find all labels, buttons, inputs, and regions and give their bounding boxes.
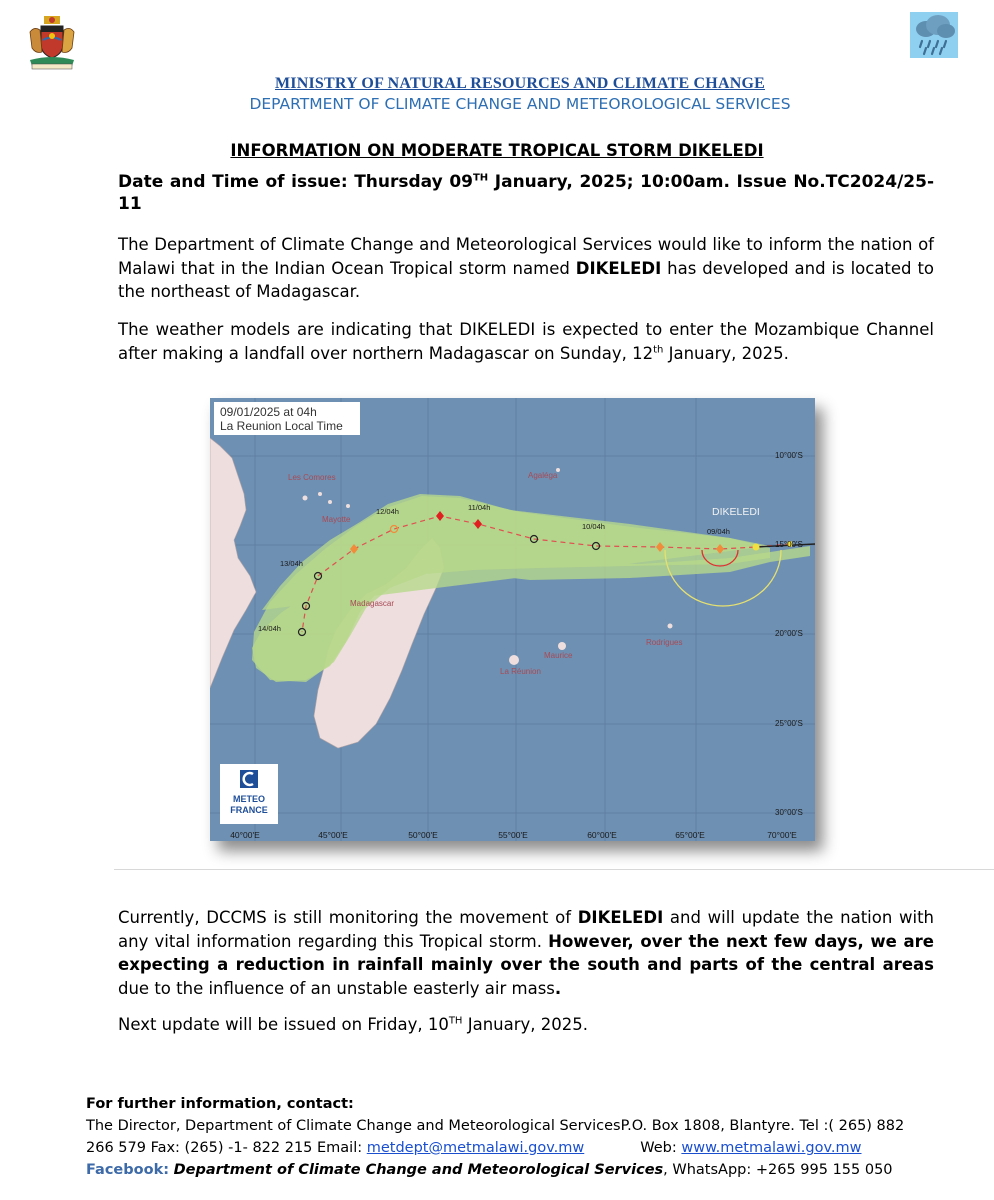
svg-text:10/04h: 10/04h: [582, 522, 605, 531]
contact-line-2: 266 579 Fax: (265) -1- 822 215 Email: metdept@metmalawi.gov.mw Web: www.metmalawi.gov.mw: [86, 1140, 862, 1156]
svg-text:15°00'S: 15°00'S: [775, 540, 803, 549]
svg-text:13/04h: 13/04h: [280, 559, 303, 568]
storm-name-label: DIKELEDI: [712, 506, 760, 518]
svg-text:70°00'E: 70°00'E: [767, 830, 797, 840]
svg-text:Les Comores: Les Comores: [288, 473, 336, 482]
svg-text:METEO: METEO: [232, 794, 266, 804]
svg-text:Madagascar: Madagascar: [350, 599, 395, 608]
svg-text:60°00'E: 60°00'E: [587, 830, 617, 840]
svg-text:12/04h: 12/04h: [376, 507, 399, 516]
paragraph-storm-development: The Department of Climate Change and Meteorological Services would like to inform the nation of Malawi that in the Indian Ocean Tropical storm named DIKELEDI has developed and is located to the northeast of Madagascar.: [118, 235, 935, 301]
storm-track-map: [210, 398, 815, 841]
svg-text:30°00'S: 30°00'S: [775, 808, 803, 817]
svg-text:10°00'S: 10°00'S: [775, 451, 803, 460]
rain-cloud-icon: [910, 12, 958, 58]
facebook-page-name: Department of Climate Change and Meteorological Services: [173, 1162, 664, 1178]
contact-heading: For further information, contact:: [86, 1096, 354, 1112]
map-timezone: La Reunion Local Time: [220, 419, 343, 433]
svg-text:25°00'S: 25°00'S: [775, 719, 803, 728]
ministry-heading: MINISTRY OF NATURAL RESOURCES AND CLIMATE CHANGE: [275, 75, 765, 92]
contact-line-3: Facebook: Department of Climate Change and Meteorological Services, WhatsApp: +265 995 155 050: [86, 1162, 893, 1178]
contact-line-1: The Director, Department of Climate Change and Meteorological ServicesP.O. Box 1808, Blantyre. Tel :( 265) 882: [86, 1118, 905, 1134]
svg-text:Maurice: Maurice: [544, 651, 573, 660]
svg-text:La Réunion: La Réunion: [500, 667, 541, 676]
department-heading: DEPARTMENT OF CLIMATE CHANGE AND METEOROLOGICAL SERVICES: [249, 95, 791, 113]
website-link[interactable]: www.metmalawi.gov.mw: [681, 1140, 862, 1156]
document-title: INFORMATION ON MODERATE TROPICAL STORM DIKELEDI: [230, 141, 764, 160]
svg-text:09/04h: 09/04h: [707, 527, 730, 536]
paragraph-next-update: Next update will be issued on Friday, 10TH January, 2025.: [118, 1015, 588, 1034]
contact-section: [86, 1093, 966, 1181]
svg-text:40°00'E: 40°00'E: [230, 830, 260, 840]
paragraph-storm-forecast: The weather models are indicating that DIKELEDI is expected to enter the Mozambique Channel after making a landfall over northern Madagascar on Sunday, 12th January, 2025.: [118, 320, 934, 363]
coat-of-arms-logo: [24, 14, 80, 72]
svg-text:Mayotte: Mayotte: [322, 515, 351, 524]
facebook-label: Facebook:: [86, 1162, 170, 1178]
svg-text:45°00'E: 45°00'E: [318, 830, 348, 840]
svg-text:Rodrigues: Rodrigues: [646, 638, 683, 647]
issue-date-line: Date and Time of issue: Thursday 09TH January, 2025; 10:00am. Issue No.TC2024/25-11: [118, 172, 934, 214]
svg-text:55°00'E: 55°00'E: [498, 830, 528, 840]
svg-text:50°00'E: 50°00'E: [408, 830, 438, 840]
map-timestamp: 09/01/2025 at 04h: [220, 405, 317, 419]
paragraph-monitoring: Currently, DCCMS is still monitoring the movement of DIKELEDI and will update the nation with any vital information regarding this Tropical storm. However, over the next few days, we are expecting a reduction in rainfall mainly over the south and parts of the central areas due to the influence of an unstable easterly air mass.: [118, 908, 934, 998]
svg-text:FRANCE: FRANCE: [230, 805, 268, 815]
meteo-france-logo: [220, 764, 278, 824]
svg-text:11/04h: 11/04h: [468, 503, 491, 512]
svg-text:65°00'E: 65°00'E: [675, 830, 705, 840]
horizontal-divider: [114, 869, 994, 870]
svg-text:Agaléga: Agaléga: [528, 471, 558, 480]
svg-text:20°00'S: 20°00'S: [775, 629, 803, 638]
email-link[interactable]: metdept@metmalawi.gov.mw: [366, 1140, 585, 1156]
svg-text:14/04h: 14/04h: [258, 624, 281, 633]
